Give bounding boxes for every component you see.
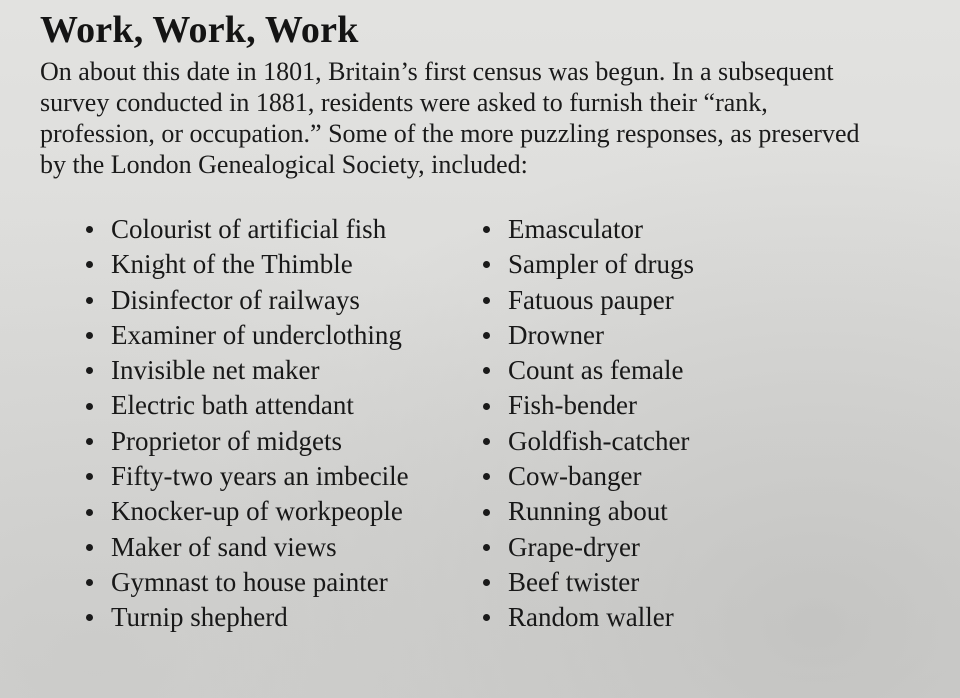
list-item [483, 212, 694, 247]
list-item [483, 353, 694, 388]
intro-paragraph [40, 56, 920, 180]
bullet-icon [86, 544, 93, 551]
bullet-icon [483, 579, 490, 586]
bullet-icon [86, 261, 93, 268]
intro-line: On about this date in 1801, Britain’s first census was begun. In a subsequent [40, 57, 834, 86]
list-item-label: Emasculator [508, 214, 643, 244]
list-item [86, 565, 409, 600]
bullet-icon [483, 261, 490, 268]
intro-line: by the London Genealogical Society, included: [40, 150, 528, 179]
list-item [86, 388, 409, 423]
list-item [483, 459, 694, 494]
list-item-label: Disinfector of railways [111, 284, 360, 315]
bullet-icon [86, 332, 93, 339]
list-item [483, 424, 694, 459]
list-item-label: Fatuous pauper [508, 284, 674, 315]
occupation-list-left [86, 212, 409, 636]
list-item [86, 494, 409, 529]
list-item [86, 247, 409, 282]
list-item-label: Goldfish-catcher [508, 425, 690, 456]
intro-line: survey conducted in 1881, residents were asked to furnish their “rank, [40, 88, 768, 117]
list-item [483, 600, 694, 635]
list-item [86, 424, 409, 459]
list-item-label: Maker of sand views [111, 531, 337, 562]
occupation-list-right [483, 212, 694, 636]
list-item-label: Cow-banger [508, 461, 642, 492]
list-item [483, 494, 694, 529]
bullet-icon [483, 367, 490, 374]
bullet-icon [86, 614, 93, 621]
list-item-label: Running about [508, 496, 668, 527]
bullet-icon [483, 403, 490, 410]
bullet-icon [483, 509, 490, 516]
list-item-label: Electric bath attendant [111, 390, 354, 421]
intro-line: profession, or occupation.” Some of the more puzzling responses, as preserved [40, 119, 860, 148]
list-item [483, 565, 694, 600]
list-item-label: Gymnast to house painter [111, 566, 388, 597]
list-item [86, 459, 409, 494]
list-item-label: Sampler of drugs [508, 249, 694, 280]
bullet-icon [483, 297, 490, 304]
list-item-label: Knocker-up of workpeople [111, 496, 403, 527]
list-item [483, 247, 694, 282]
list-item-label: Fish-bender [508, 390, 637, 421]
bullet-icon [86, 367, 93, 374]
list-item [86, 530, 409, 565]
list-item [483, 283, 694, 318]
list-item [86, 283, 409, 318]
list-item [86, 212, 409, 247]
list-item [483, 388, 694, 423]
list-item-label: Turnip shepherd [111, 602, 288, 633]
bullet-icon [483, 473, 490, 480]
list-item-label: Random waller [508, 602, 674, 633]
bullet-icon [483, 544, 490, 551]
bullet-icon [86, 403, 93, 410]
list-item-label: Fifty-two years an imbecile [111, 461, 409, 492]
list-item [483, 530, 694, 565]
bullet-icon [86, 473, 93, 480]
list-item [86, 353, 409, 388]
bullet-icon [483, 226, 490, 233]
list-item-label: Proprietor of midgets [111, 425, 342, 456]
bullet-icon [483, 332, 490, 339]
bullet-icon [86, 509, 93, 516]
list-item [86, 318, 409, 353]
list-item-label: Knight of the Thimble [111, 249, 353, 280]
page-title: Work, Work, Work [40, 9, 359, 51]
list-item-label: Invisible net maker [111, 355, 320, 386]
list-item-label: Colourist of artificial fish [111, 214, 387, 244]
bullet-icon [86, 579, 93, 586]
list-item [483, 318, 694, 353]
bullet-icon [483, 438, 490, 445]
list-item-label: Count as female [508, 355, 684, 386]
list-item [86, 600, 409, 635]
bullet-icon [86, 438, 93, 445]
list-item-label: Beef twister [508, 566, 640, 597]
list-item-label: Examiner of underclothing [111, 319, 402, 350]
list-item-label: Drowner [508, 319, 604, 350]
list-item-label: Grape-dryer [508, 531, 640, 562]
bullet-icon [483, 614, 490, 621]
bullet-icon [86, 226, 93, 233]
bullet-icon [86, 297, 93, 304]
